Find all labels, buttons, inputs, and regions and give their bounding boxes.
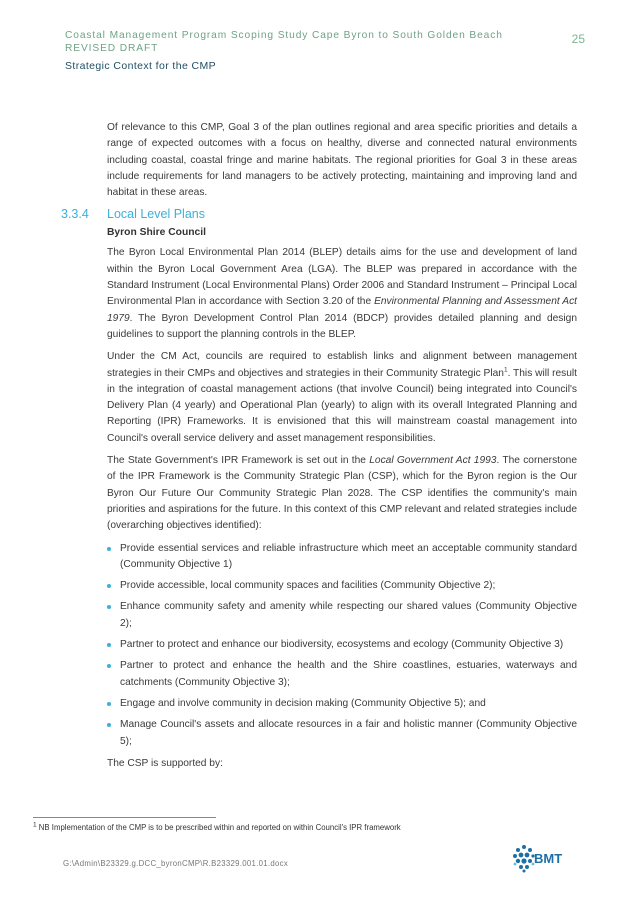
- list-item: Enhance community safety and amenity while respecting our shared values (Community Objective 2);: [107, 599, 577, 632]
- page-header: [65, 30, 585, 72]
- list-item: Partner to protect and enhance our biodiversity, ecosystems and ecology (Community Objective 3): [107, 637, 577, 653]
- heading-number: 3.3.4: [61, 207, 89, 222]
- bullet-dot-icon: [107, 723, 111, 727]
- bullet-dot-icon: [107, 547, 111, 551]
- paragraph-csp-supported: The CSP is supported by:: [107, 757, 223, 769]
- footnote-reference[interactable]: 1: [503, 366, 508, 374]
- paragraph-blep: The Byron Local Environmental Plan 2014 (BLEP) details aims for the use and development of land within the Byron Local Government Area (LGA). The BLEP was prepared in accordance with the Standard Instrument (Local Environmental Plans) Order 2006 and Standard Instrument – Principal Local Environmental Plan in accordance with Section 3.20 of the Environmental Planning and Assessment Act 1979. The Byron Development Control Plan 2014 (BDCP) provides detailed planning and design guidelines to support the planning controls in the BLEP.: [107, 247, 577, 340]
- footnote-divider: [33, 817, 216, 818]
- document-title: Coastal Management Program Scoping Study Cape Byron to South Golden Beach REVISED DRAFT: [65, 30, 503, 54]
- list-item: Manage Council's assets and allocate resources in a fair and holistic manner (Community Objective 5);: [107, 717, 577, 750]
- footer-file-path: G:\Admin\B23329.g.DCC_byronCMP\R.B23329.001.01.docx: [63, 859, 289, 868]
- section-heading: [61, 207, 577, 225]
- list-item: Engage and involve community in decision making (Community Objective 5); and: [107, 696, 577, 712]
- paragraph-cm-act: Under the CM Act, councils are required to establish links and alignment between management strategies in their CMPs and objectives and strategies in their Community Strategic Plan$^1$. This will result in the integration of coastal management actions (that involve Council) being integrated into Council's Delivery Plan (4 yearly) and Operational Plan (yearly) to align with its overall Integrated Planning and Reporting (IPR) Frameworks. It is envisioned that this will mainstream coastal management into Council's overall service delivery and asset management responsibilities.: [107, 351, 578, 444]
- list-item: Partner to protect and enhance the health and the Shire coastlines, estuaries, waterways and catchments (Community Objective 3);: [107, 658, 577, 691]
- bullet-dot-icon: [107, 643, 111, 647]
- paragraph-ipr-framework: The State Government's IPR Framework is set out in the Local Government Act 1993. The cornerstone of the IPR Framework is the Community Strategic Plan (CSP), which for the Byron region is the Our Byron Our Future Our Community Strategic Plan 2028. The CSP identifies the community's main priorities and aspirations for the future. In this context of this CMP relevant and related strategies include (overarching objectives identified):: [107, 455, 577, 532]
- bullet-dot-icon: [107, 664, 111, 668]
- page-number: 25: [571, 32, 585, 46]
- bullet-dot-icon: [107, 702, 111, 706]
- heading-title: Local Level Plans: [107, 207, 205, 222]
- bullet-dot-icon: [107, 605, 111, 609]
- section-title: Strategic Context for the CMP: [65, 60, 217, 72]
- list-item: Provide accessible, local community spaces and facilities (Community Objective 2);: [107, 578, 577, 594]
- bmt-logo-text: BMT: [534, 851, 563, 866]
- footnote: $^1$ NB Implementation of the CMP is to be prescribed within and reported on within Council's IPR framework: [33, 821, 401, 832]
- bullet-dot-icon: [107, 584, 111, 588]
- subheading-byron-shire-council: Byron Shire Council: [107, 227, 206, 239]
- paragraph-goal-3: Of relevance to this CMP, Goal 3 of the plan outlines regional and area specific priorities and details a range of expected outcomes with a focus on healthy, diverse and connected natural environments including coastal, coastal fringe and marine habitats. The regional priorities for Goal 3 in these areas include requirements for land managers to be actively protecting, maintaining and improving land and habitat in these areas.: [107, 122, 577, 199]
- objectives-list: [107, 541, 577, 750]
- list-item: Provide essential services and reliable infrastructure which meet an acceptable community standard (Community Objective 1): [107, 541, 577, 574]
- bmt-logo-icon: [512, 843, 536, 873]
- page-body: [61, 120, 578, 778]
- bmt-logo: [512, 843, 578, 875]
